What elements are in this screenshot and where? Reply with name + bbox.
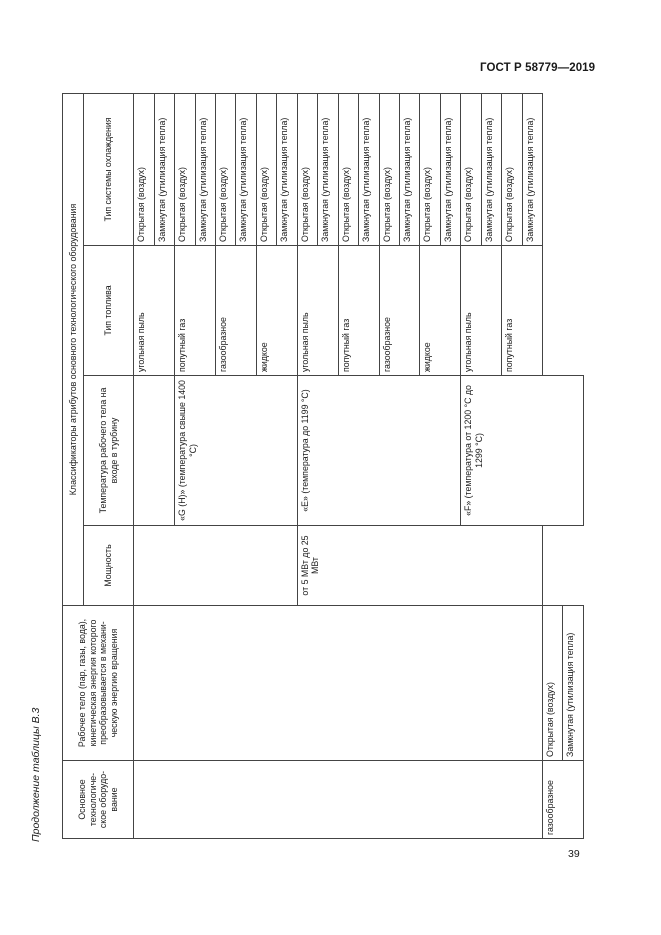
fuel-cell: угольная пыль	[134, 246, 175, 376]
header-equipment: Основное технологиче-ское оборудо-вание	[63, 761, 134, 839]
fuel-cell: угольная пыль	[461, 246, 502, 376]
temperature-group-g-h: «G (H)» (температура свыше 1400 °С)	[175, 376, 298, 526]
temperature-group-f: «F» (температура от 1200 °С до 1299 °С)	[461, 376, 584, 526]
page-number: 39	[568, 848, 580, 860]
cooling-cell: Открытая (воздух)	[175, 93, 195, 245]
fuel-cell: попутный газ	[502, 246, 543, 376]
cooling-cell: Открытая (воздух)	[379, 93, 399, 245]
power-cell-empty	[134, 526, 298, 606]
fuel-cell: газообразное	[543, 761, 584, 839]
header-working-body: Рабочее тело (пар, газы, вода), кинетическая энергия которого преобразовывается в механи-ческую энергию вращения	[63, 606, 134, 761]
header-temperature: Температура рабочего тела на входе в турбину	[83, 376, 133, 526]
working-body-cell	[134, 606, 543, 761]
temp-cell-empty	[134, 376, 175, 526]
cooling-cell: Открытая (воздух)	[216, 93, 236, 245]
equipment-cell	[134, 761, 543, 839]
header-cooling: Тип системы охлаждения	[83, 93, 133, 245]
cooling-cell: Открытая (воздух)	[338, 93, 358, 245]
fuel-cell: угольная пыль	[297, 246, 338, 376]
cooling-cell: Замкнутая (утилизация тепла)	[563, 606, 584, 761]
cooling-cell: Замкнутая (утилизация тепла)	[522, 93, 542, 245]
cooling-cell: Открытая (воздух)	[256, 93, 276, 245]
fuel-cell: газообразное	[216, 246, 257, 376]
fuel-cell: жидкое	[256, 246, 297, 376]
fuel-cell: жидкое	[420, 246, 461, 376]
temperature-group-e: «E» (температура до 1199 °С)	[297, 376, 461, 526]
cooling-cell: Открытая (воздух)	[502, 93, 522, 245]
cooling-cell: Замкнутая (утилизация тепла)	[195, 93, 215, 245]
fuel-cell: газообразное	[379, 246, 420, 376]
cooling-cell: Открытая (воздух)	[420, 93, 440, 245]
cooling-cell: Замкнутая (утилизация тепла)	[154, 93, 174, 245]
cooling-cell: Замкнутая (утилизация тепла)	[440, 93, 460, 245]
cooling-cell: Открытая (воздух)	[543, 606, 563, 761]
cooling-cell: Замкнутая (утилизация тепла)	[236, 93, 256, 245]
header-power: Мощность	[83, 526, 133, 606]
cooling-cell: Открытая (воздух)	[297, 93, 317, 245]
table-caption: Продолжение таблицы В.3	[30, 707, 42, 842]
standard-number: ГОСТ Р 58779—2019	[480, 62, 596, 74]
cooling-cell: Замкнутая (утилизация тепла)	[399, 93, 419, 245]
cooling-cell: Замкнутая (утилизация тепла)	[318, 93, 338, 245]
cooling-cell: Открытая (воздух)	[134, 93, 154, 245]
classification-table	[62, 93, 584, 839]
header-fuel: Тип топлива	[83, 246, 133, 376]
fuel-cell: попутный газ	[338, 246, 379, 376]
header-classifiers-group: Классификаторы атрибутов основного технологического оборудования	[63, 93, 84, 605]
power-range-cell: от 5 МВт до 25 МВт	[297, 526, 542, 606]
cooling-cell: Открытая (воздух)	[461, 93, 481, 245]
cooling-cell: Замкнутая (утилизация тепла)	[277, 93, 297, 245]
fuel-cell: попутный газ	[175, 246, 216, 376]
cooling-cell: Замкнутая (утилизация тепла)	[359, 93, 379, 245]
cooling-cell: Замкнутая (утилизация тепла)	[481, 93, 501, 245]
rotated-table-container	[62, 94, 584, 839]
